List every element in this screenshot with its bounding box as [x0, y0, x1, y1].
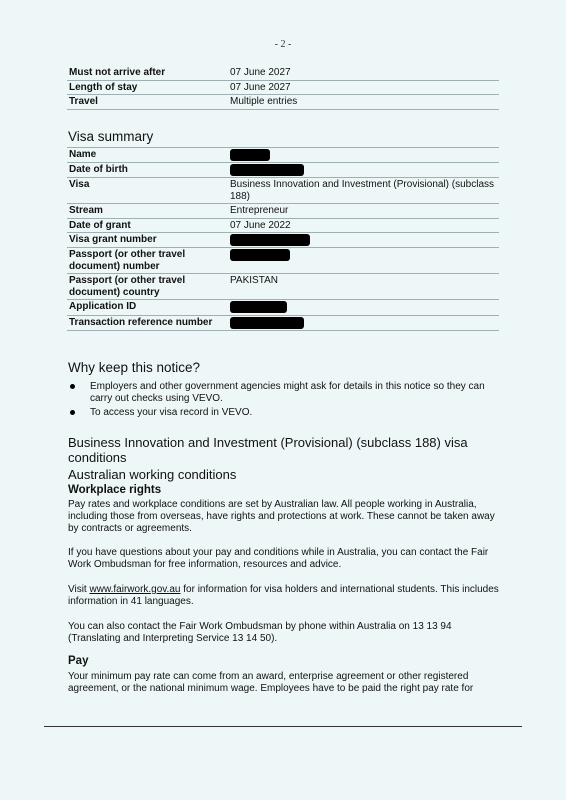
redaction-block: [230, 149, 270, 161]
row-label: Passport (or other travel document) number: [67, 248, 228, 274]
pay-heading: Pay: [68, 655, 89, 667]
workplace-rights-paragraph-2: If you have questions about your pay and conditions while in Australia, you can contact the Fair Work Ombudsman for free information, resources and advice.: [68, 547, 489, 570]
table-row: [67, 218, 499, 233]
table-row: [67, 178, 499, 204]
workplace-rights-paragraph-4: You can also contact the Fair Work Ombudsman by phone within Australia on 13 13 94 (Translating and Interpreting Service 13 14 50).: [68, 621, 452, 644]
row-label: Travel: [67, 95, 228, 110]
list-item: Employers and other government agencies might ask for details in this notice so they can carry out checks using VEVO.: [68, 381, 508, 405]
redaction-block: [230, 301, 287, 313]
row-value: PAKISTAN: [228, 274, 499, 300]
page-number: - 2 -: [274, 39, 292, 50]
row-value: Multiple entries: [228, 95, 499, 110]
redaction-block: [230, 317, 304, 329]
visa-summary-heading: Visa summary: [68, 129, 154, 144]
row-value: [228, 315, 499, 330]
row-label: Date of birth: [67, 163, 228, 178]
conditions-heading: Business Innovation and Investment (Provisional) (subclass 188) visa conditions: [68, 435, 468, 465]
row-label: Stream: [67, 204, 228, 219]
row-label: Transaction reference number: [67, 315, 228, 330]
fairwork-link[interactable]: www.fairwork.gov.au: [89, 584, 181, 595]
row-label: Visa grant number: [67, 233, 228, 248]
table-row: [67, 148, 499, 163]
row-label: Application ID: [67, 300, 228, 315]
row-value: 07 June 2022: [228, 218, 499, 233]
row-label: Length of stay: [67, 80, 228, 95]
table-row: [67, 95, 499, 110]
row-value: [228, 233, 499, 248]
arrival-table: [67, 66, 499, 110]
table-row: [67, 274, 499, 300]
row-value: Entrepreneur: [228, 204, 499, 219]
redaction-block: [230, 164, 304, 176]
row-value: Business Innovation and Investment (Provisional) (subclass 188): [228, 178, 499, 204]
why-keep-list: [68, 381, 508, 421]
visa-summary-table: [67, 147, 499, 331]
why-keep-heading: Why keep this notice?: [68, 360, 201, 375]
table-row: [67, 66, 499, 80]
row-label: Must not arrive after: [67, 66, 228, 80]
row-label: Date of grant: [67, 218, 228, 233]
working-conditions-heading: Australian working conditions: [68, 467, 237, 482]
workplace-rights-paragraph-1: Pay rates and workplace conditions are set by Australian law. All people working in Australia, including those from overseas, have rights and protections at work. These cannot be taken away by contracts or agreements.: [68, 499, 495, 534]
table-row: [67, 80, 499, 95]
table-row: [67, 300, 499, 315]
visit-suffix-text: for information for visa holders and international students. This includes information in 41 languages.: [68, 584, 499, 607]
row-value: [228, 248, 499, 274]
table-row: [67, 248, 499, 274]
visit-text: Visit: [68, 584, 90, 595]
workplace-rights-paragraph-3: [68, 584, 500, 608]
row-label: Passport (or other travel document) country: [67, 274, 228, 300]
footer-divider: [44, 726, 522, 727]
table-row: [67, 204, 499, 219]
row-label: Visa: [67, 178, 228, 204]
row-value: 07 June 2027: [228, 66, 499, 80]
table-row: [67, 233, 499, 248]
redaction-block: [230, 249, 290, 261]
list-item: To access your visa record in VEVO.: [68, 407, 508, 419]
pay-paragraph: Your minimum pay rate can come from an award, enterprise agreement or other registered agreement, or the national minimum wage. Employees have to be paid the right pay rate for: [68, 671, 474, 694]
row-value: 07 June 2027: [228, 80, 499, 95]
row-value: [228, 300, 499, 315]
row-value: [228, 148, 499, 163]
row-value: [228, 163, 499, 178]
redaction-block: [230, 234, 310, 246]
table-row: [67, 163, 499, 178]
workplace-rights-heading: Workplace rights: [68, 484, 162, 496]
row-label: Name: [67, 148, 228, 163]
table-row: [67, 315, 499, 330]
